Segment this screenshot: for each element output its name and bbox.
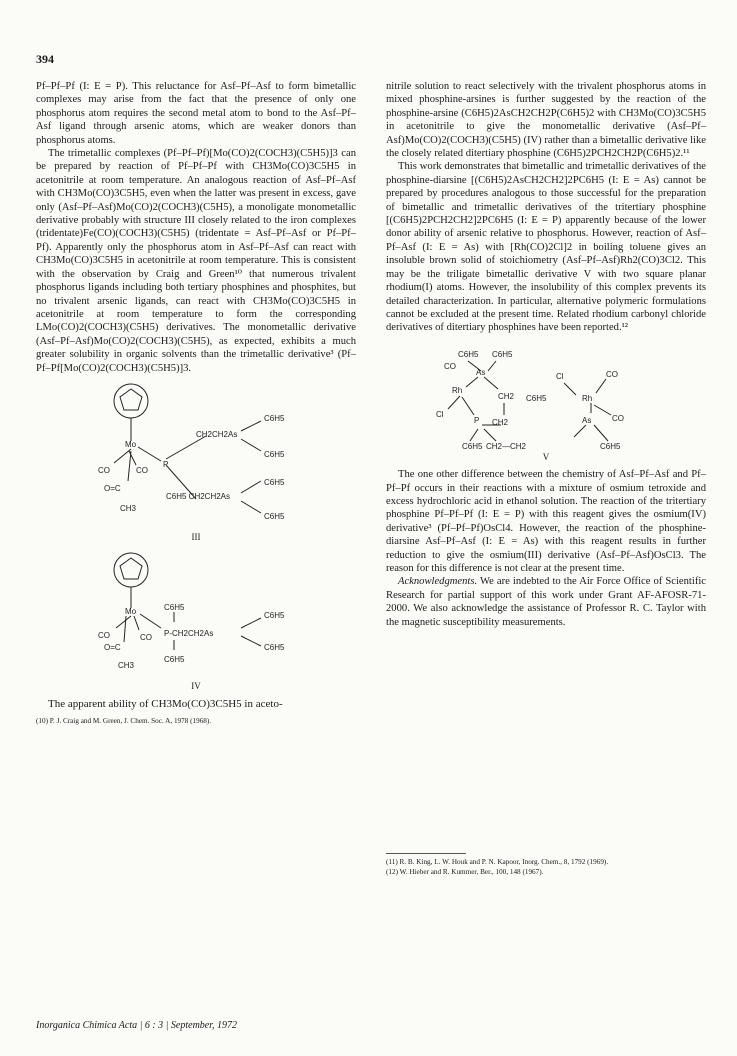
svg-text:As: As	[582, 415, 592, 425]
svg-text:P: P	[474, 415, 480, 425]
svg-text:P: P	[163, 459, 169, 469]
svg-text:CO: CO	[98, 631, 110, 641]
journal-footer: Inorganica Chimica Acta | 6 : 3 | September, 1972	[36, 1020, 238, 1031]
svg-text:C6H5: C6H5	[264, 611, 285, 621]
footnote-10: (10) P. J. Craig and M. Green, J. Chem. Soc. A, 1978 (1968).	[36, 717, 212, 726]
svg-text:CH2: CH2	[492, 417, 509, 427]
footnote-12: (12) W. Hieber and R. Kummer, Ber., 100, 148 (1967).	[386, 867, 544, 876]
svg-text:C6H5: C6H5	[264, 511, 285, 521]
svg-text:Mo: Mo	[125, 607, 137, 617]
footnote-rule	[386, 853, 466, 854]
right-footnotes	[386, 853, 706, 877]
acknowledgments	[386, 575, 706, 629]
page-number: 394	[36, 52, 54, 66]
structure-iv-label: IV	[191, 681, 201, 692]
svg-text:C6H5 CH2CH2As: C6H5 CH2CH2As	[166, 491, 231, 501]
svg-text:CO: CO	[606, 369, 618, 379]
right-column	[386, 80, 706, 629]
left-column	[36, 80, 356, 727]
svg-text:Rh: Rh	[582, 393, 593, 403]
left-paragraph-2: The trimetallic complexes (Pf–Pf–Pf)[Mo(CO)2(COCH3)(C5H5)]3 can be prepared by reaction of Pf–Pf–Pf with CH3Mo(CO)3C5H5 in acetonitrile at room temperature. An analogous reaction of Asf–Pf–Asf with CH3Mo(CO)3C5H5, even when the latter was present in excess, gave only (Asf–Pf–Asf)Mo(CO)2(COCH3)(C5H5), a monoligate monometallic derivative probably with structure III closely related to the iron complexes (tridentate)Fe(CO)(COCH3)(C5H5) (tridentate = Asf–Pf–Asf or Pf–Pf–Pf). Apparently only the phosphorus atom in Asf–Pf–Asf can react with CH3Mo(CO)3C5H5 in acetonitrile at room temperature. This is consistent with the observation by Craig and Green¹⁰ that numerous trivalent phosphorus ligands including both tertiary phosphines and phosphites, but no trivalent arsenic ligands, can react with CH3Mo(CO)3C5H5 in acetonitrile at room temperature to form the corresponding LMo(CO)2(COCH3)(C5H5) derivatives. The monometallic derivative (Asf–Pf–Asf)Mo(CO)2(COCH3)(C5H5), as expected, exhibits a much greater solubility in organic solvents than the trimetallic derivative³ (Pf–Pf–Pf[Mo(CO)2(COCH3)(C5H5)]3.	[36, 148, 356, 374]
svg-text:Cl: Cl	[436, 409, 444, 419]
structure-v	[386, 341, 706, 464]
structure-v-label: V	[542, 451, 550, 462]
acknowledgments-text: We are indebted to the Air Force Office of Scientific Research for partial support of this work under Grant AF-AFOSR-71-2000. We also acknowledge the assistance of Professor R. C. Taylor with the magnetic susceptibility measurements.	[386, 576, 706, 628]
svg-text:CO: CO	[612, 413, 624, 423]
svg-text:O=C: O=C	[104, 483, 121, 493]
acknowledgments-heading: Acknowledgments.	[398, 576, 478, 588]
svg-text:Rh: Rh	[452, 385, 463, 395]
svg-text:CH2—CH2: CH2—CH2	[486, 441, 527, 451]
svg-text:CO: CO	[444, 361, 456, 371]
footnote-11: (11) R. B. King, L. W. Houk and P. N. Kapoor, Inorg. Chem., 8, 1792 (1969).	[386, 858, 609, 866]
svg-text:C6H5: C6H5	[600, 441, 621, 451]
svg-text:CO: CO	[136, 465, 148, 475]
svg-text:C6H5: C6H5	[264, 643, 285, 653]
svg-text:O=C: O=C	[104, 643, 121, 653]
svg-text:C6H5: C6H5	[526, 393, 547, 403]
right-paragraph-1: nitrile solution to react selectively with the trivalent phosphorus atoms in mixed phosphine-arsines is further suggested by the reaction of the phosphine-arsine (C6H5)2AsCH2CH2P(C6H5)2 with CH3Mo(CO)3C5H5 in acetonitrile to give the monometallic derivative (Asf–Pf–Asf)Mo(CO)2(COCH3)(C5H5) (IV) rather than a bimetallic derivative like the closely related ditertiary phosphine (C6H5)2PCH2CH2P(C6H5)2.¹¹	[386, 81, 706, 160]
svg-text:C6H5: C6H5	[264, 413, 285, 423]
svg-text:C6H5: C6H5	[492, 349, 513, 359]
svg-text:CH3: CH3	[120, 503, 137, 513]
svg-text:C6H5: C6H5	[458, 349, 479, 359]
svg-text:CH2: CH2	[498, 391, 515, 401]
mo-atom-label: Mo	[125, 439, 137, 449]
structure-iv	[36, 550, 356, 693]
svg-text:C6H5: C6H5	[264, 477, 285, 487]
structure-iii-label: III	[191, 531, 201, 542]
svg-text:CH2CH2As: CH2CH2As	[196, 429, 238, 439]
structure-iii	[36, 381, 356, 544]
svg-text:C6H5: C6H5	[264, 449, 285, 459]
svg-text:C6H5: C6H5	[462, 441, 483, 451]
right-paragraph-2: This work demonstrates that bimetallic and trimetallic derivatives of the phosphine-diarsine [(C6H5)2AsCH2CH2]2PC6H5 (I: E = As) cannot be prepared by procedures analogous to those successful for the preparation of bimetallic and trimetallic derivatives of the tritertiary phosphine [(C6H5)2PCH2CH2]2PC6H5 (I: E = P) apparently because of the lower donor ability of arsenic relative to phosphorus. However, reaction of Asf–Pf–Asf (I: E = As) with [Rh(CO)2Cl]2 in boiling toluene gives an insoluble brown solid of stoichiometry (Asf–Pf–Asf)Rh2(CO)3Cl2. This may be the triligate bimetallic derivative V with two square planar rhodium(I) atoms. However, the insolubility of this complex prevents its detailed characterization. In particular, alternative polymeric formulations cannot be excluded at the present time. Related rhodium carbonyl chloride derivatives of ditertiary phosphines have been reported.¹²	[386, 161, 706, 334]
svg-text:CO: CO	[98, 465, 110, 475]
svg-text:CO: CO	[140, 633, 152, 643]
structure-iv-drawing	[36, 550, 356, 680]
right-paragraph-3: The one other difference between the chemistry of Asf–Pf–Asf and Pf–Pf–Pf occurs in their reactions with a mixture of osmium tetroxide and excess hydrochloric acid in ethanol solution. The reaction of the tritertiary phosphine Pf–Pf–Pf (I: E = P) with this reagent gives the osmium(IV) derivative³ (Pf–Pf–Pf)OsCl4. However, the reaction of the phosphine-diarsine Asf–Pf–Asf (I: E = As) with this reagent results in further reduction to give the osmium(III) derivative (Asf–Pf–Asf)OsCl3. The reason for this difference is not clear at the present time.	[386, 469, 706, 574]
structure-iii-drawing	[36, 381, 356, 531]
svg-text:As: As	[476, 367, 486, 377]
svg-text:C6H5: C6H5	[164, 603, 185, 613]
svg-text:CH3: CH3	[118, 661, 135, 671]
svg-text:P-CH2CH2As: P-CH2CH2As	[164, 629, 214, 639]
svg-text:Cl: Cl	[556, 371, 564, 381]
left-paragraph-3: The apparent ability of CH3Mo(CO)3C5H5 in aceto-	[48, 697, 283, 710]
left-paragraph-1: Pf–Pf–Pf (I: E = P). This reluctance for Asf–Pf–Asf to form bimetallic complexes may arise from the fact that the presence of only one phosphorus atom requires the second metal atom to bond to the Asf–Pf–Asf ligand through arsenic atoms, which are weaker donors than phosphorus atoms.	[36, 81, 356, 146]
svg-text:C6H5: C6H5	[164, 655, 185, 665]
structure-v-drawing	[386, 341, 706, 451]
